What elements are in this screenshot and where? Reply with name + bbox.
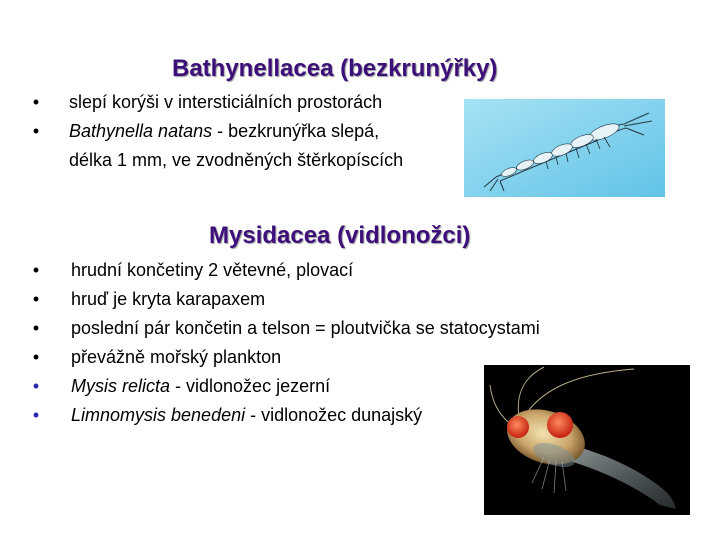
list-item bbox=[29, 88, 403, 117]
list-item bbox=[29, 285, 540, 314]
list-item bbox=[29, 117, 403, 146]
item-text: poslední pár končetin a telson = ploutvička se statocystami bbox=[71, 318, 540, 338]
item-text: slepí korýši v intersticiálních prostorách bbox=[69, 92, 383, 112]
section1-list bbox=[29, 88, 403, 175]
bullet: • bbox=[32, 376, 40, 396]
section1-title: Bathynellacea (bezkrunýřky) bbox=[172, 55, 498, 82]
bullet: • bbox=[32, 318, 40, 338]
item-text: délka 1 mm, ve zvodněných štěrkopíscích bbox=[69, 150, 404, 170]
bullet: • bbox=[32, 405, 40, 425]
species-name: Bathynella natans bbox=[69, 121, 213, 141]
list-item-continuation bbox=[29, 146, 403, 175]
item-text: převážně mořský plankton bbox=[71, 347, 282, 367]
item-text: - bezkrunýřka slepá, bbox=[212, 121, 380, 141]
item-text: hrudní končetiny 2 větevné, plovací bbox=[71, 260, 354, 280]
mysid-photo bbox=[484, 365, 690, 515]
item-text: - vidlonožec dunajský bbox=[245, 405, 423, 425]
bullet: • bbox=[32, 289, 40, 309]
list-item bbox=[29, 343, 540, 372]
item-text: hruď je kryta karapaxem bbox=[71, 289, 266, 309]
bullet: • bbox=[32, 347, 40, 367]
bullet: • bbox=[32, 260, 40, 280]
section2-list bbox=[29, 256, 540, 430]
bathynella-photo bbox=[464, 99, 665, 197]
bullet: • bbox=[32, 121, 40, 141]
item-text: - vidlonožec jezerní bbox=[170, 376, 331, 396]
list-item bbox=[29, 372, 540, 401]
list-item bbox=[29, 314, 540, 343]
species-name: Limnomysis benedeni bbox=[71, 405, 246, 425]
bullet: • bbox=[32, 92, 40, 112]
section2-title: Mysidacea (vidlonožci) bbox=[209, 222, 471, 249]
list-item bbox=[29, 401, 540, 430]
species-name: Mysis relicta bbox=[71, 376, 171, 396]
list-item bbox=[29, 256, 540, 285]
